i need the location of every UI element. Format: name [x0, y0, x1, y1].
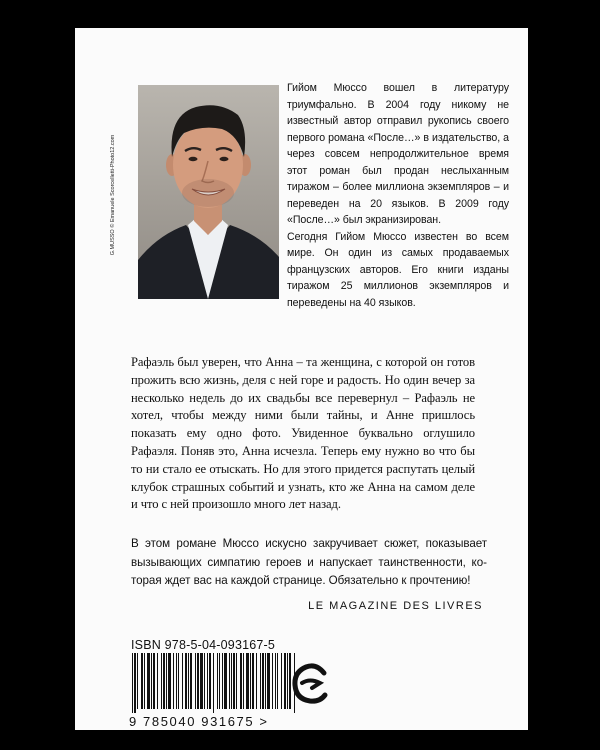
barcode-bar: [217, 653, 218, 709]
barcode-bar: [284, 653, 286, 709]
barcode-bar: [137, 653, 138, 709]
barcode-bar: [195, 653, 196, 709]
barcode-bar: [168, 653, 171, 709]
barcode-bar: [161, 653, 162, 709]
barcode-bar: [262, 653, 264, 709]
barcode-bar: [204, 653, 205, 709]
barcode-bar: [272, 653, 273, 709]
back-cover: [75, 28, 528, 730]
barcode-bar: [219, 653, 220, 709]
barcode-bar: [252, 653, 254, 709]
barcode-bar: [153, 653, 155, 709]
barcode-bar: [173, 653, 174, 709]
isbn: ISBN 978-5-04-093167-5: [131, 638, 276, 652]
barcode-bar: [287, 653, 288, 709]
barcode-bar: [256, 653, 257, 709]
bio-paragraph: Сегодня Гийом Мюссо известен во всем мире. Он один из самых продаваемых французских авторов. Его книги изданы тиражом 25 миллионов экземпляров и переведены на 40 языков.: [287, 230, 509, 309]
barcode-bar: [213, 653, 214, 713]
barcode-bar: [260, 653, 261, 709]
barcode-bar: [157, 653, 158, 709]
barcode-bar: [197, 653, 199, 709]
author-bio: [287, 80, 509, 311]
review-source: LE MAGAZINE DES LIVRES: [308, 600, 483, 612]
barcode-bar: [231, 653, 232, 709]
barcode-bar: [236, 653, 237, 709]
barcode-bar: [166, 653, 167, 709]
barcode-bar: [132, 653, 133, 713]
barcode-bar: [233, 653, 235, 709]
barcode-bar: [185, 653, 187, 709]
barcode-bar: [182, 653, 183, 709]
barcode-bar: [243, 653, 244, 709]
barcode-bar: [250, 653, 251, 709]
barcode-bar: [188, 653, 189, 709]
barcode-bar: [265, 653, 266, 709]
barcode-bar: [144, 653, 145, 709]
barcode-bar: [240, 653, 242, 709]
eksmo-logo-icon: [290, 661, 330, 707]
bio-paragraph: Гийом Мюссо вошел в литературу триумфально. В 2004 году никому не известный автор отправил рукопись своего первого романа «После…» в издательство, а через совсем непродолжительное время этот роман был продан неслыханным тиражом – более миллиона экземпляров – и переведен на 20 языков. В 2009 году «После…» был экранизирован.: [287, 82, 509, 226]
synopsis: Рафаэль был уверен, что Анна – та женщина, с которой он готов прожить всю жизнь, деля с ней горе и радость. Но один вечер за несколько недель до их свадьбы все перевернул – Рафаэль не хотел, чтобы между ними были тайны, и Анне пришлось показать ему одно фото. Увиденное буквально оглушило Рафаэля. Поняв это, Анна исчезла. Теперь ему нужно во что бы то ни стало ее отыскать. Но для этого придется распутать целый клубок страшных событий и узнать, кто же Анна на самом деле и что с ней произошло много лет назад.: [131, 355, 475, 512]
barcode-bar: [190, 653, 192, 709]
barcode-bar: [281, 653, 282, 709]
barcode-bar: [246, 653, 249, 709]
barcode-bar: [163, 653, 165, 709]
barcode-bar: [200, 653, 203, 709]
barcode-bar: [207, 653, 208, 709]
review-quote: В этом романе Мюссо искусно закручивает сюжет, показывает вызывающих симпатию героев и напускает таинственности, которая ждет вас на каждой странице. Обязательно к прочтению!: [131, 537, 487, 587]
barcode-bar: [178, 653, 179, 709]
barcode-bar: [224, 653, 227, 709]
barcode-bar: [222, 653, 223, 709]
barcode-bar: [277, 653, 278, 709]
author-photo: [138, 85, 279, 299]
barcode-bar: [275, 653, 276, 709]
barcode-bar: [267, 653, 270, 709]
barcode-bar: [229, 653, 230, 709]
barcode-bar: [134, 653, 136, 713]
barcode-bar: [147, 653, 150, 709]
barcode-bar: [141, 653, 143, 709]
barcode: [130, 653, 298, 713]
barcode-bar: [209, 653, 211, 709]
barcode-digits: 9 785040 931675 >: [129, 714, 269, 729]
photo-credit: G.MUSSO © Emanuele Scorcelletti-Photo12.com: [110, 134, 116, 256]
barcode-bar: [176, 653, 177, 709]
barcode-bar: [151, 653, 152, 709]
